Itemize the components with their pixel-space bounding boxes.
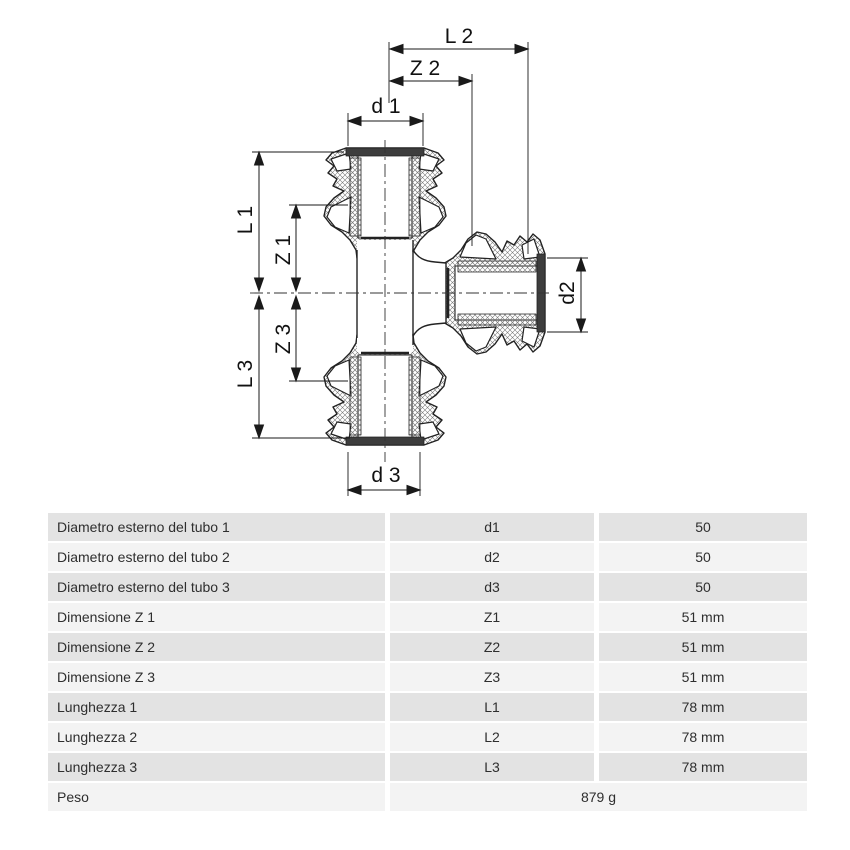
spec-value: 879 g — [390, 783, 807, 811]
arrow — [515, 45, 528, 54]
spec-symbol: Z3 — [390, 663, 594, 691]
spec-table — [48, 513, 807, 813]
spec-value: 51 mm — [599, 603, 807, 631]
dim-label-Z3: Z 3 — [272, 323, 295, 355]
spec-label: Lunghezza 1 — [48, 693, 385, 721]
dim-label-L3: L 3 — [234, 359, 257, 389]
dim-label-d2: d2 — [556, 281, 579, 305]
spec-value: 50 — [599, 543, 807, 571]
arrow — [292, 278, 301, 291]
dim-label-d1: d 1 — [371, 95, 401, 118]
dim-label-Z1: Z 1 — [272, 234, 295, 266]
spec-symbol: L1 — [390, 693, 594, 721]
spec-symbol: Z1 — [390, 603, 594, 631]
spec-label: Lunghezza 2 — [48, 723, 385, 751]
pipe-wall-hatch — [458, 314, 536, 325]
spec-label: Dimensione Z 2 — [48, 633, 385, 661]
spec-symbol: Z2 — [390, 633, 594, 661]
arrow — [292, 205, 301, 218]
table-row — [48, 513, 807, 541]
arrow — [577, 319, 586, 332]
spec-label: Lunghezza 3 — [48, 753, 385, 781]
arrow — [407, 486, 420, 495]
table-row — [48, 543, 807, 571]
table-row — [48, 663, 807, 691]
dim-label-d3: d 3 — [371, 464, 401, 487]
arrow — [292, 296, 301, 309]
arrow — [410, 117, 423, 126]
arrow — [390, 45, 403, 54]
spec-symbol: d2 — [390, 543, 594, 571]
table-row — [48, 603, 807, 631]
fitting-body — [324, 148, 545, 445]
spec-value: 50 — [599, 513, 807, 541]
spec-value: 78 mm — [599, 723, 807, 751]
dim-label-L2: L 2 — [444, 25, 474, 48]
arrow — [292, 368, 301, 381]
pipe-wall-hatch — [458, 261, 536, 272]
spec-symbol: d1 — [390, 513, 594, 541]
dim-label-L1: L 1 — [234, 205, 257, 235]
spec-label: Diametro esterno del tubo 2 — [48, 543, 385, 571]
arrow — [255, 296, 264, 309]
table-row — [48, 573, 807, 601]
table-row-weight — [48, 783, 807, 811]
spec-label: Diametro esterno del tubo 1 — [48, 513, 385, 541]
dim-label-Z2: Z 2 — [409, 57, 441, 80]
spec-label: Dimensione Z 3 — [48, 663, 385, 691]
spec-value: 51 mm — [599, 633, 807, 661]
spec-symbol: L3 — [390, 753, 594, 781]
table-row — [48, 693, 807, 721]
spec-label: Diametro esterno del tubo 3 — [48, 573, 385, 601]
spec-value: 50 — [599, 573, 807, 601]
pipe-wall-hatch — [409, 357, 420, 435]
spec-value: 78 mm — [599, 753, 807, 781]
table-row — [48, 753, 807, 781]
spec-value: 51 mm — [599, 663, 807, 691]
arrow — [348, 486, 361, 495]
pipe-wall-hatch — [350, 357, 361, 435]
arrow — [348, 117, 361, 126]
arrow — [577, 258, 586, 271]
arrow — [255, 278, 264, 291]
arrow — [390, 77, 403, 86]
spec-label: Peso — [48, 783, 385, 811]
arrow — [255, 425, 264, 438]
spec-label: Dimensione Z 1 — [48, 603, 385, 631]
table-row — [48, 633, 807, 661]
table-row — [48, 723, 807, 751]
spec-symbol: d3 — [390, 573, 594, 601]
pipe-wall-hatch — [409, 158, 420, 236]
spec-value: 78 mm — [599, 693, 807, 721]
spec-symbol: L2 — [390, 723, 594, 751]
arrow — [459, 77, 472, 86]
arrow — [255, 152, 264, 165]
pipe-wall-hatch — [350, 158, 361, 236]
